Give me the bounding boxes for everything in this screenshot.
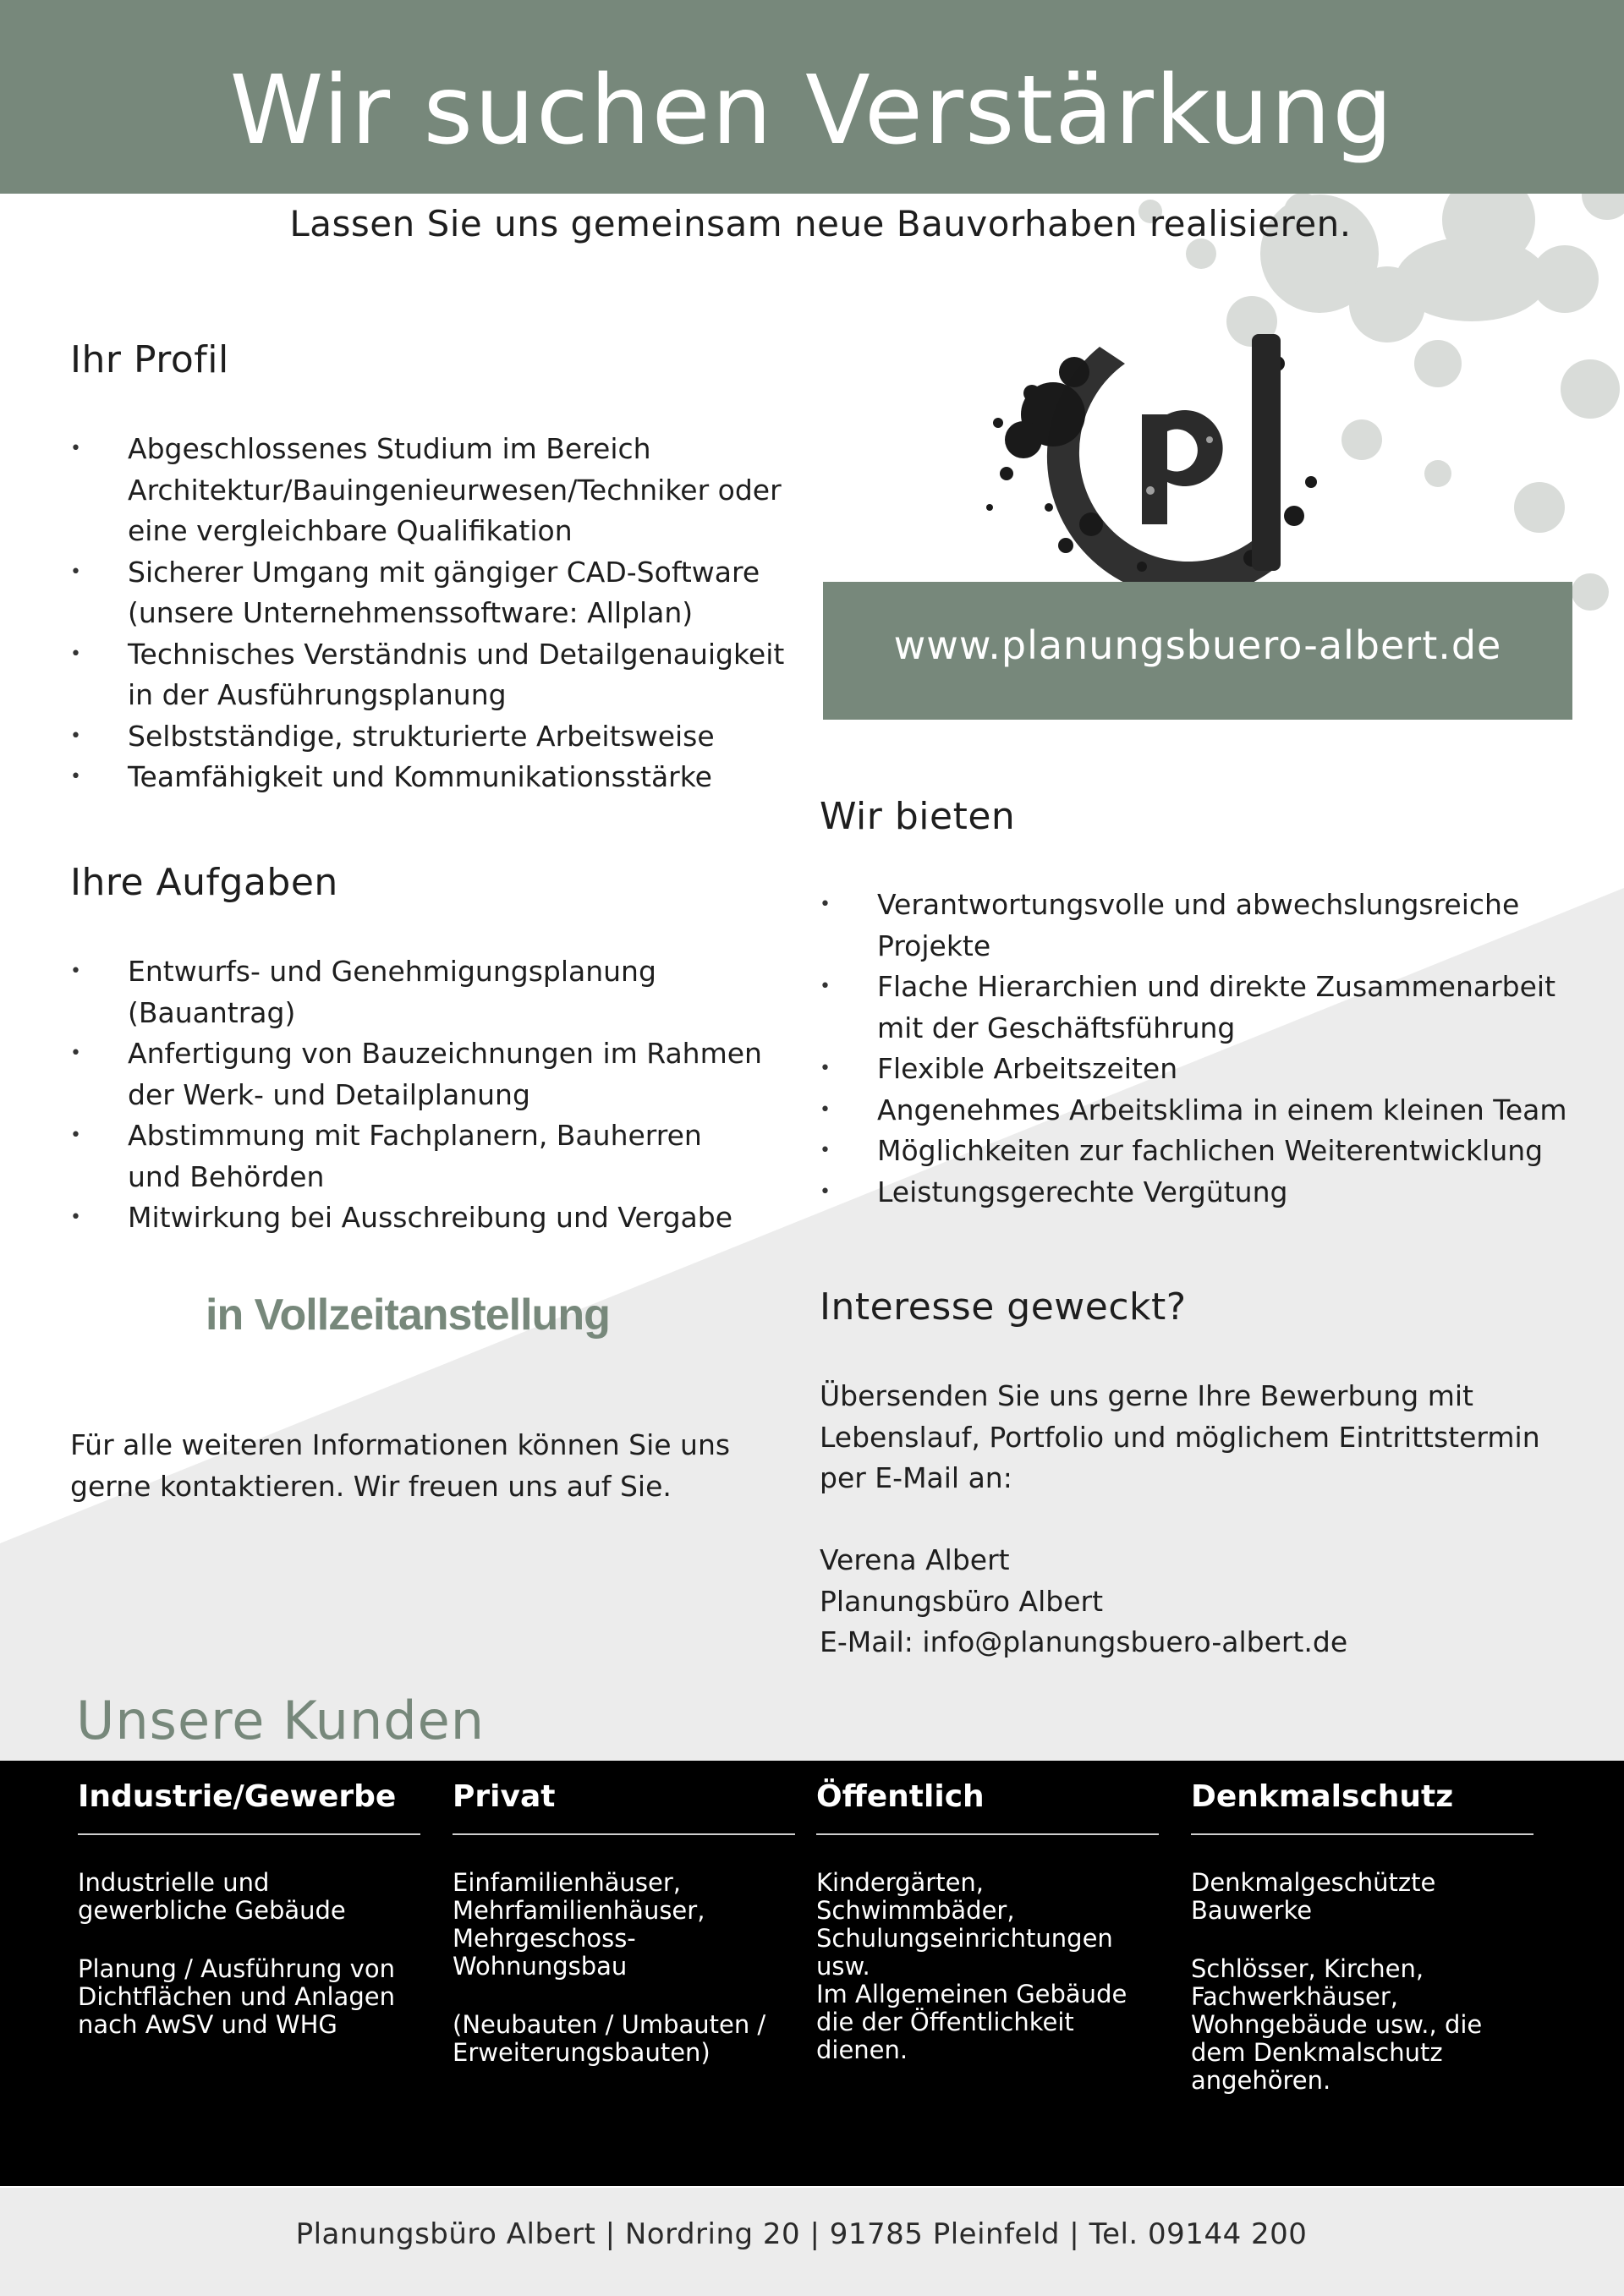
- list-item: • Selbstständige, strukturierte Arbeitsweise: [70, 716, 785, 758]
- employment-type: in Vollzeitanstellung: [206, 1290, 610, 1340]
- profil-list: [70, 429, 785, 798]
- kunden-column-text: Einfamilienhäuser, Mehrfamilienhäuser, Mehrgeschoss- Wohnungsbau: [453, 1868, 705, 1981]
- kunden-column-industrie: [78, 1778, 420, 2039]
- aufgaben-list: [70, 951, 764, 1239]
- contact-note: Für alle weiteren Informationen können Sie uns gerne kontaktieren. Wir freuen uns auf Sie.: [70, 1428, 731, 1503]
- kunden-column-heading: Privat: [453, 1779, 556, 1814]
- divider: [453, 1833, 795, 1835]
- divider: [78, 1833, 420, 1835]
- list-item: • Entwurfs- und Genehmigungsplanung (Bauantrag): [70, 951, 764, 1033]
- list-item: • Verantwortungsvolle und abwechslungsreiche Projekte: [820, 885, 1581, 967]
- list-item: • Teamfähigkeit und Kommunikationsstärke: [70, 757, 785, 798]
- page-title: Wir suchen Verstärkung: [229, 56, 1395, 166]
- website-link[interactable]: www.planungsbuero-albert.de: [893, 622, 1502, 668]
- list-item: • Flexible Arbeitszeiten: [820, 1049, 1581, 1090]
- interesse-text: Übersenden Sie uns gerne Ihre Bewerbung mit Lebenslauf, Portfolio und möglichem Eintrittstermin per E-Mail an:: [820, 1379, 1540, 1494]
- kunden-column-heading: Öffentlich: [816, 1779, 985, 1814]
- company-logo: [973, 313, 1362, 600]
- list-item: • Angenehmes Arbeitsklima in einem kleinen Team: [820, 1090, 1581, 1132]
- profil-heading: Ihr Profil: [70, 338, 229, 381]
- aufgaben-heading: Ihre Aufgaben: [70, 861, 338, 904]
- list-item: • Leistungsgerechte Vergütung: [820, 1172, 1581, 1214]
- kunden-column-oeffentlich: [816, 1778, 1159, 2064]
- list-item: • Anfertigung von Bauzeichnungen im Rahmen der Werk- und Detailplanung: [70, 1033, 764, 1115]
- contact-email[interactable]: E-Mail: info@planungsbuero-albert.de: [820, 1625, 1348, 1658]
- kunden-column-heading: Industrie/Gewerbe: [78, 1779, 397, 1814]
- contact-name: Verena Albert: [820, 1543, 1010, 1576]
- contact-company: Planungsbüro Albert: [820, 1585, 1104, 1618]
- kunden-column-privat: [453, 1778, 795, 2067]
- bieten-heading: Wir bieten: [820, 795, 1016, 838]
- kunden-title: Unsere Kunden: [76, 1690, 486, 1751]
- kunden-column-denkmalschutz: [1191, 1778, 1533, 2095]
- page-subtitle: Lassen Sie uns gemeinsam neue Bauvorhaben realisieren.: [289, 203, 1352, 244]
- list-item: • Mitwirkung bei Ausschreibung und Vergabe: [70, 1197, 764, 1239]
- footer-address: Planungsbüro Albert | Nordring 20 | 91785 Pleinfeld | Tel. 09144 200: [295, 2217, 1308, 2251]
- list-item: • Flache Hierarchien und direkte Zusammenarbeit mit der Geschäftsführung: [820, 967, 1581, 1049]
- kunden-column-text: Denkmalgeschützte Bauwerke: [1191, 1868, 1436, 1925]
- kunden-column-text: Schlösser, Kirchen, Fachwerkhäuser, Wohngebäude usw., die dem Denkmalschutz angehören.: [1191, 1954, 1483, 2095]
- kunden-column-text: (Neubauten / Umbauten / Erweiterungsbauten): [453, 2010, 766, 2067]
- list-item: • Technisches Verständnis und Detailgenauigkeit in der Ausführungsplanung: [70, 634, 785, 716]
- divider: [1191, 1833, 1533, 1835]
- kunden-column-text: Kindergärten, Schwimmbäder, Schulungseinrichtungen usw. Im Allgemeinen Gebäude die der Öffentlichkeit dienen.: [816, 1868, 1127, 2064]
- list-item: • Abgeschlossenes Studium im Bereich Architektur/Bauingenieurwesen/Techniker oder eine vergleichbare Qualifikation: [70, 429, 785, 552]
- list-item: • Sicherer Umgang mit gängiger CAD-Software (unsere Unternehmenssoftware: Allplan): [70, 552, 785, 634]
- kunden-column-heading: Denkmalschutz: [1191, 1779, 1454, 1814]
- kunden-column-text: Industrielle und gewerbliche Gebäude: [78, 1868, 346, 1925]
- kunden-column-text: Planung / Ausführung von Dichtflächen und Anlagen nach AwSV und WHG: [78, 1954, 395, 2039]
- interesse-heading: Interesse geweckt?: [820, 1285, 1187, 1329]
- list-item: • Abstimmung mit Fachplanern, Bauherren und Behörden: [70, 1115, 764, 1197]
- list-item: • Möglichkeiten zur fachlichen Weiterentwicklung: [820, 1131, 1581, 1172]
- divider: [816, 1833, 1159, 1835]
- bieten-list: [820, 885, 1581, 1213]
